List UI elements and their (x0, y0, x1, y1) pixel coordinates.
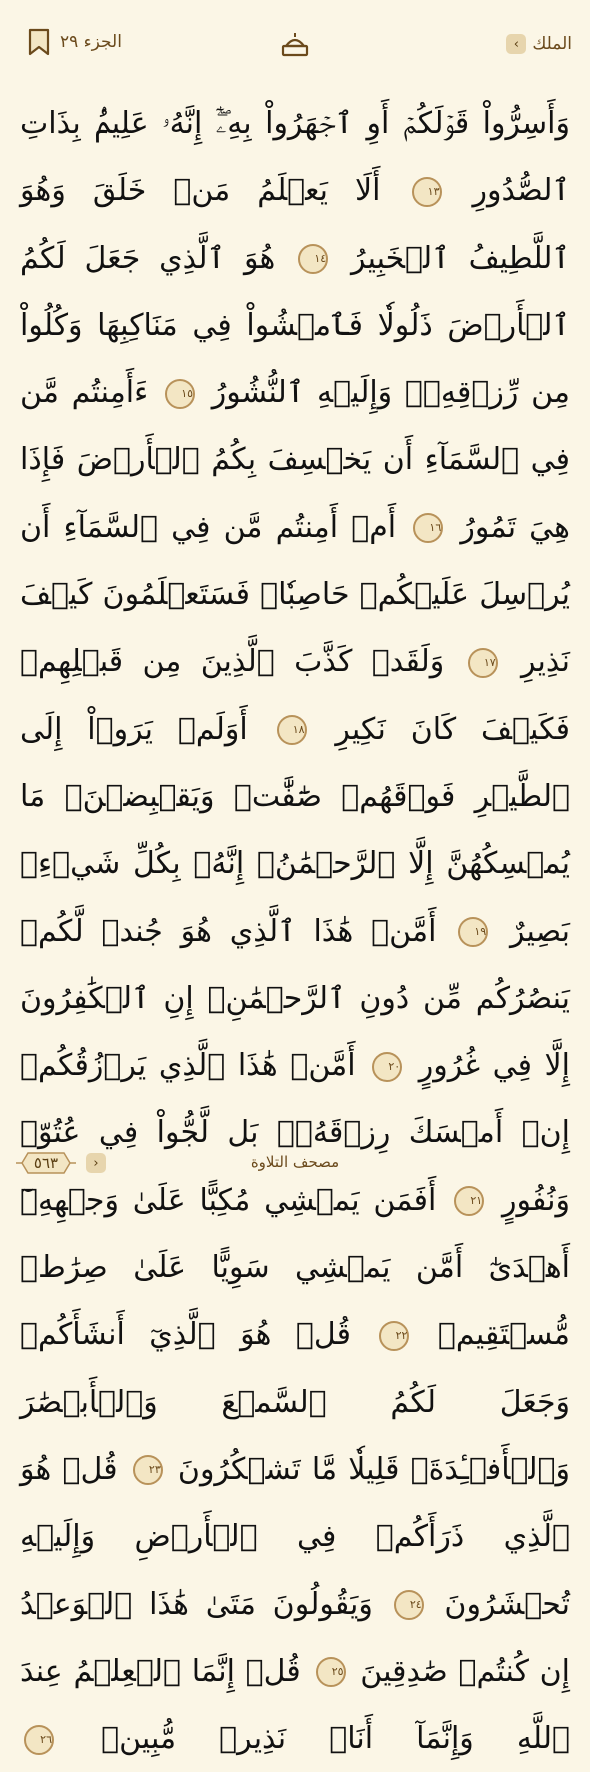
ayah-number-marker[interactable]: ٢٤ (394, 1590, 424, 1620)
footer-bar (0, 1140, 590, 1200)
juz-indicator[interactable] (28, 28, 122, 56)
ayah-text: قُلۡ هُوَ ٱلَّذِي ذَرَأَكُمۡ فِي ٱلۡأَرۡضِ وَإِلَيۡهِ تُحۡشَرُونَ (20, 1451, 570, 1622)
ayah-number-marker[interactable]: ٢٦ (24, 1725, 54, 1755)
page-number: ٥٦٣ (33, 1154, 59, 1172)
ayah-text: وَلَقَدۡ كَذَّبَ ٱلَّذِينَ مِن قَبۡلِهِمۡ فَكَيۡفَ كَانَ نَكِيرِ (20, 644, 570, 747)
chevron-right-icon: › (506, 34, 526, 54)
ayah-text: هُوَ ٱلَّذِي جَعَلَ لَكُمُ ٱلۡأَرۡضَ ذَلُولٗا فَٱمۡشُواْ فِي مَنَاكِبِهَا وَكُلُواْ مِن رِّزۡقِهِۦۖ وَإِلَيۡهِ ٱلنُّشُورُ (20, 240, 570, 411)
ayah-text: قُلۡ هُوَ ٱلَّذِيٓ أَنشَأَكُمۡ وَجَعَلَ لَكُمُ ٱلسَّمۡعَ وَٱلۡأَبۡصَٰرَ وَٱلۡأَفۡـِٔدَةَۚ قَلِيلٗا مَّا تَشۡكُرُونَ (20, 1317, 570, 1487)
ayah-number-marker[interactable]: ٢٣ (133, 1455, 163, 1485)
ayah-number-marker[interactable]: ٢٠ (372, 1052, 402, 1082)
bookmark-icon[interactable] (28, 28, 50, 56)
ayah-number-marker[interactable]: ١٣ (412, 177, 442, 207)
ayah-number-marker[interactable]: ١٧ (468, 648, 498, 678)
surah-selector[interactable] (506, 34, 572, 54)
mosque-icon[interactable] (280, 32, 310, 58)
ayah-number-marker[interactable]: ٢١ (454, 1186, 484, 1216)
chevron-right-icon[interactable]: › (86, 1153, 106, 1173)
surah-name: الملك (532, 34, 572, 54)
ayah-number-marker[interactable]: ٢٥ (316, 1657, 346, 1687)
ayah-text: أَفَمَن يَمۡشِي مُكِبًّا عَلَىٰ وَجۡهِهِۦٓ أَهۡدَىٰٓ أَمَّن يَمۡشِي سَوِيًّا عَلَىٰ صِرَٰطٖ مُّسۡتَقِيمٖ (20, 1182, 570, 1353)
top-bar (0, 0, 590, 80)
ayah-text: ءَأَمِنتُم مَّن فِي ٱلسَّمَآءِ أَن يَخۡسِفَ بِكُمُ ٱلۡأَرۡضَ فَإِذَا هِيَ تَمُورُ (20, 375, 570, 545)
ayah-text: أَمَّنۡ هَٰذَا ٱلَّذِي هُوَ جُندٞ لَّكُمۡ يَنصُرُكُم مِّن دُونِ ٱلرَّحۡمَٰنِۚ إِنِ ٱلۡكَٰفِرُونَ إِلَّا فِي غُرُورٍ (20, 913, 570, 1084)
ayah-text: وَيَقُولُونَ مَتَىٰ هَٰذَا ٱلۡوَعۡدُ إِن كُنتُمۡ صَٰدِقِينَ (20, 1586, 570, 1689)
ayah-number-marker[interactable]: ١٦ (413, 513, 443, 543)
ayah-text: وَأَسِرُّواْ قَوۡلَكُمۡ أَوِ ٱجۡهَرُواْ بِهِۦٓۖ إِنَّهُۥ عَلِيمُۢ بِذَاتِ ٱلصُّدُورِ (20, 106, 570, 209)
ayah-number-marker[interactable]: ١٨ (277, 715, 307, 745)
ayah-text: أَمَّنۡ هَٰذَا ٱلَّذِي يَرۡزُقُكُمۡ إِنۡ أَمۡسَكَ رِزۡقَهُۥۚ بَل لَّجُّواْ فِي عُتُوّٖ وَنُفُورٍ (20, 1048, 570, 1218)
ayah-text: أَوَلَمۡ يَرَوۡاْ إِلَى ٱلطَّيۡرِ فَوۡقَهُمۡ صَٰٓفَّٰتٖ وَيَقۡبِضۡنَۚ مَا يُمۡسِكُهُنَّ إِلَّا ٱلرَّحۡمَٰنُۚ إِنَّهُۥ بِكُلِّ شَيۡءِۢ بَصِيرٌ (20, 711, 570, 949)
ayah-text: قُلۡ إِنَّمَا ٱلۡعِلۡمُ عِندَ ٱللَّهِ وَإِنَّمَآ أَنَا۠ نَذِيرٞ مُّبِينٞ (20, 1653, 570, 1757)
ayah-text: أَمۡ أَمِنتُم مَّن فِي ٱلسَّمَآءِ أَن يُرۡسِلَ عَلَيۡكُمۡ حَاصِبٗاۖ فَسَتَعۡلَمُونَ كَيۡفَ نَذِيرِ (20, 509, 570, 680)
ayah-text: أَلَا يَعۡلَمُ مَنۡ خَلَقَ وَهُوَ ٱللَّطِيفُ ٱلۡخَبِيرُ (20, 173, 570, 276)
mushaf-name: مصحف التلاوة (250, 1153, 340, 1171)
juz-label: الجزء ٢٩ (60, 32, 122, 52)
ayah-number-marker[interactable]: ١٩ (458, 917, 488, 947)
ayah-number-marker[interactable]: ٢٢ (379, 1321, 409, 1351)
ayah-number-marker[interactable]: ١٥ (165, 379, 195, 409)
ayah-number-marker[interactable]: ١٤ (298, 244, 328, 274)
